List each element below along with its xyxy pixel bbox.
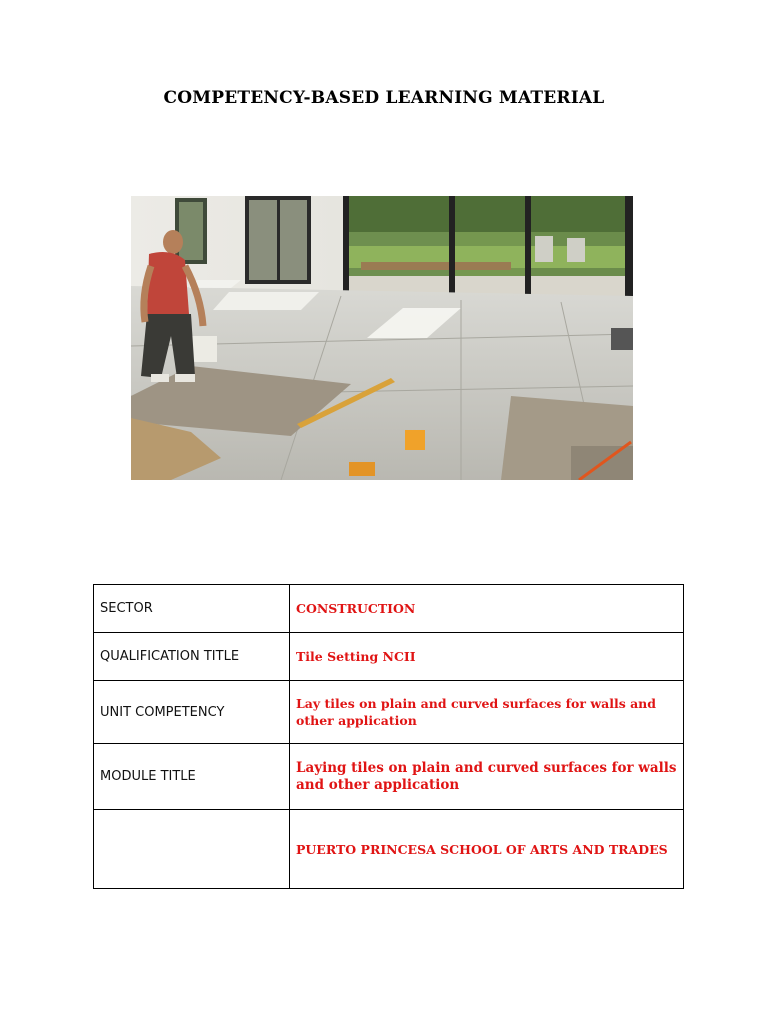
table-row xyxy=(94,681,684,744)
table-row xyxy=(94,633,684,681)
table-row xyxy=(94,585,684,633)
qualification-title-value: Tile Setting NCII xyxy=(290,633,684,681)
institution-label xyxy=(94,810,290,889)
sector-value: CONSTRUCTION xyxy=(290,585,684,633)
institution-value: PUERTO PRINCESA SCHOOL OF ARTS AND TRADES xyxy=(290,810,684,889)
qualification-title-label: QUALIFICATION TITLE xyxy=(94,633,290,681)
unit-competency-label: UNIT COMPETENCY xyxy=(94,681,290,744)
unit-competency-value: Lay tiles on plain and curved surfaces for walls and other application xyxy=(290,681,684,744)
sector-label: SECTOR xyxy=(94,585,290,633)
cover-photo xyxy=(131,196,633,480)
table-row xyxy=(94,744,684,810)
module-title-label: MODULE TITLE xyxy=(94,744,290,810)
document-title: COMPETENCY-BASED LEARNING MATERIAL xyxy=(163,88,605,108)
table-row xyxy=(94,810,684,889)
module-info-table xyxy=(93,584,684,889)
module-title-value: Laying tiles on plain and curved surfaces for walls and other application xyxy=(290,744,684,810)
